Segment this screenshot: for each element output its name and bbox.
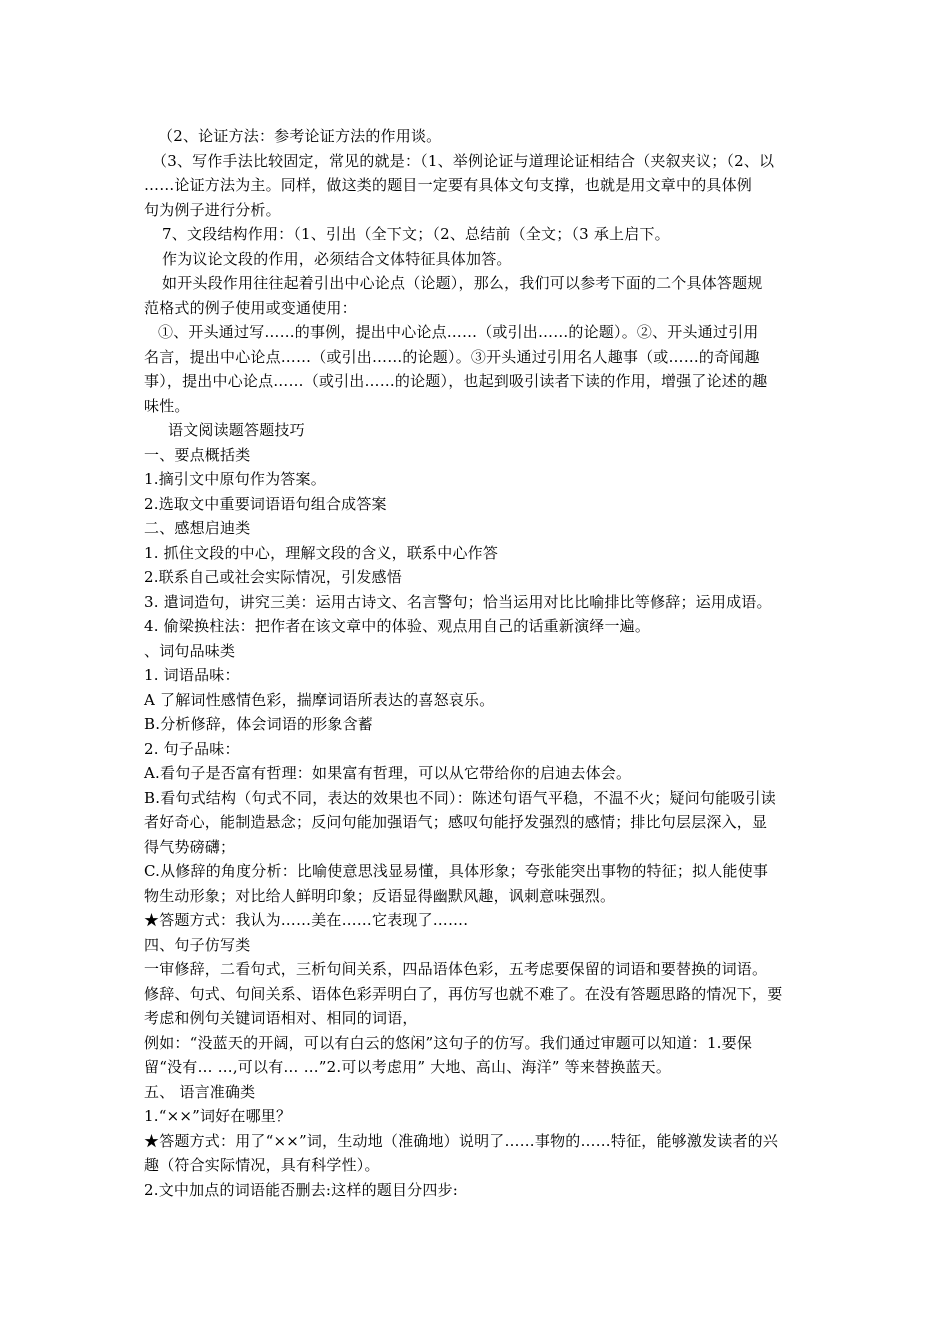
text-line: （3、写作手法比较固定，常见的就是：（1、举例论证与道理论证相结合（夹叙夹议；（2、以	[152, 151, 775, 170]
list-item: 2.联系自己或社会实际情况，引发感悟	[144, 568, 402, 586]
text-line: 例如：“没蓝天的开阔，可以有白云的悠闲”这句子的仿写。我们通过审题可以知道：1.要保	[144, 1033, 753, 1052]
text-line: 者好奇心，能制造悬念；反问句能加强语气；感叹句能抒发强烈的感情；排比句层层深入，显	[144, 813, 768, 831]
section-title: 语文阅读题答题技巧	[168, 421, 305, 439]
text-line: 句为例子进行分析。	[144, 200, 281, 219]
text-line: 修辞、句式、句间关系、语体色彩弄明白了，再仿写也就不难了。在没有答题思路的情况下，要	[144, 984, 783, 1003]
text-line: ①、开头通过写……的事例，提出中心论点……（或引出……的论题）。②、开头通过引用	[158, 323, 759, 341]
text-line: 留“没有… …,可以有… …”2.可以考虑用” 大地、高山、海洋” 等来替换蓝天。	[144, 1058, 672, 1076]
text-line: 味性。	[144, 396, 190, 415]
list-item: B.分析修辞，体会词语的形象含蓄	[144, 715, 373, 733]
text-line: 范格式的例子使用或变通使用：	[144, 298, 357, 317]
text-line: 作为议论文段的作用，必须结合文体特征具体加答。	[162, 249, 512, 268]
list-item: 1. 词语品味：	[144, 666, 240, 684]
section-heading: 四、句子仿写类	[144, 935, 251, 954]
text-line: 事），提出中心论点……（或引出……的论题），也起到吸引读者下读的作用，增强了论述的趣	[144, 372, 768, 390]
list-item: B.看句式结构（句式不同，表达的效果也不同）：陈述句语气平稳，不温不火；疑问句能吸引读	[144, 788, 776, 807]
list-item: 1.摘引文中原句作为答案。	[144, 470, 326, 488]
section-heading: 、词句品味类	[144, 641, 236, 660]
text-line: 趣（符合实际情况，具有科学性）。	[144, 1156, 380, 1174]
text-line: 名言，提出中心论点……（或引出……的论题）。③开头通过引用名人趣事（或……的奇闻趣	[144, 347, 760, 366]
list-item: 2.文中加点的词语能否删去:这样的题目分四步:	[144, 1180, 459, 1199]
list-item: C.从修辞的角度分析：比喻使意思浅显易懂，具体形象；夸张能突出事物的特征；拟人能使事	[144, 862, 769, 880]
text-line: 得气势磅礴；	[144, 837, 236, 856]
list-item: 1.“××”词好在哪里？	[144, 1107, 292, 1125]
text-line: 一审修辞，二看句式，三析句间关系，四品语体色彩，五考虑要保留的词语和要替换的词语。	[144, 960, 768, 978]
text-line: 7、文段结构作用：（1、引出（全下文；（2、总结前（全文；（3 承上启下。	[162, 225, 670, 243]
list-item: A.看句子是否富有哲理：如果富有哲理，可以从它带给你的启迪去体会。	[144, 764, 632, 782]
list-item: 1. 抓住文段的中心，理解文段的含义，联系中心作答	[144, 543, 499, 562]
answer-format-line: ★答题方式：我认为……美在……它表现了…….	[144, 911, 469, 929]
text-line: ……论证方法为主。同样，做这类的题目一定要有具体文句支撑，也就是用文章中的具体例	[144, 176, 753, 194]
list-item: 2.选取文中重要词语语句组合成答案	[144, 494, 387, 513]
answer-format-line: ★答题方式：用了“××”词，生动地（准确地）说明了……事物的……特征，能够激发读者的兴	[144, 1131, 779, 1150]
section-heading: 一、要点概括类	[144, 445, 251, 464]
document-body	[144, 124, 809, 1202]
list-item: A 了解词性感情色彩，揣摩词语所表达的喜怒哀乐。	[144, 690, 495, 709]
section-heading: 二、感想启迪类	[144, 519, 251, 537]
list-item: 4. 偷梁换柱法：把作者在该文章中的体验、观点用自己的话重新演绎一遍。	[144, 617, 651, 635]
section-heading: 五、 语言准确类	[144, 1082, 256, 1101]
text-line: （2、论证方法：参考论证方法的作用谈。	[158, 127, 442, 145]
text-line: 如开头段作用往往起着引出中心论点（论题），那么，我们可以参考下面的二个具体答题规	[162, 274, 763, 292]
list-item: 3. 遣词造句，讲究三美：运用古诗文、名言警句；恰当运用对比比喻排比等修辞；运用成语。	[144, 592, 772, 611]
text-line: 考虑和例句关键词语相对、相同的词语，	[144, 1009, 418, 1027]
text-line: 物生动形象；对比给人鲜明印象；反语显得幽默风趣，讽刺意味强烈。	[144, 886, 616, 905]
list-item: 2. 句子品味：	[144, 739, 240, 758]
